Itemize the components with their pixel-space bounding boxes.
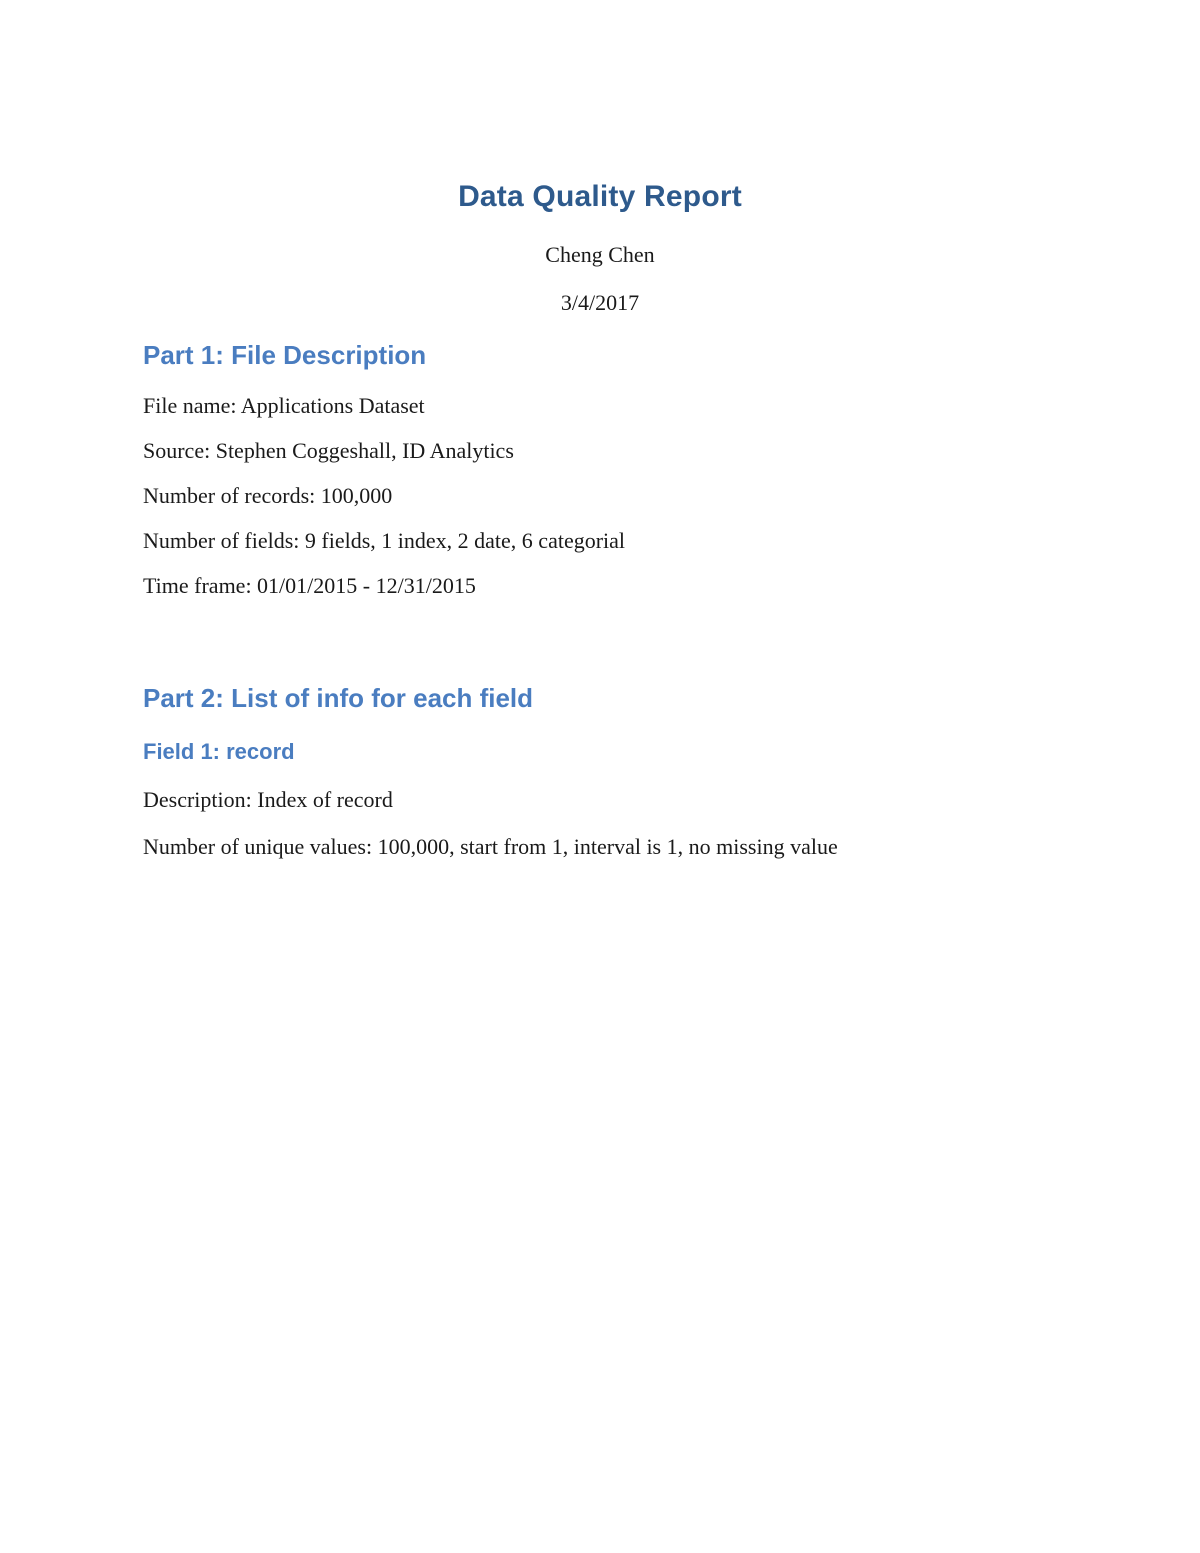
document-date: 3/4/2017	[560, 290, 640, 315]
document-title: Data Quality Report	[458, 180, 742, 213]
part1-heading: Part 1: File Description	[143, 340, 427, 370]
source-line: Source: Stephen Coggeshall, ID Analytics	[143, 438, 514, 463]
field1-unique-values-line: Number of unique values: 100,000, start from 1, interval is 1, no missing value	[143, 834, 838, 859]
record-count-line: Number of records: 100,000	[143, 483, 393, 508]
field1-heading: Field 1: record	[143, 739, 295, 764]
document-author: Cheng Chen	[545, 242, 655, 267]
field-count-line: Number of fields: 9 fields, 1 index, 2 date, 6 categorial	[143, 528, 626, 553]
time-frame-line: Time frame: 01/01/2015 - 12/31/2015	[143, 573, 476, 598]
field1-description-line: Description: Index of record	[143, 787, 393, 812]
file-name-line: File name: Applications Dataset	[143, 393, 425, 418]
part2-heading: Part 2: List of info for each field	[143, 683, 534, 713]
